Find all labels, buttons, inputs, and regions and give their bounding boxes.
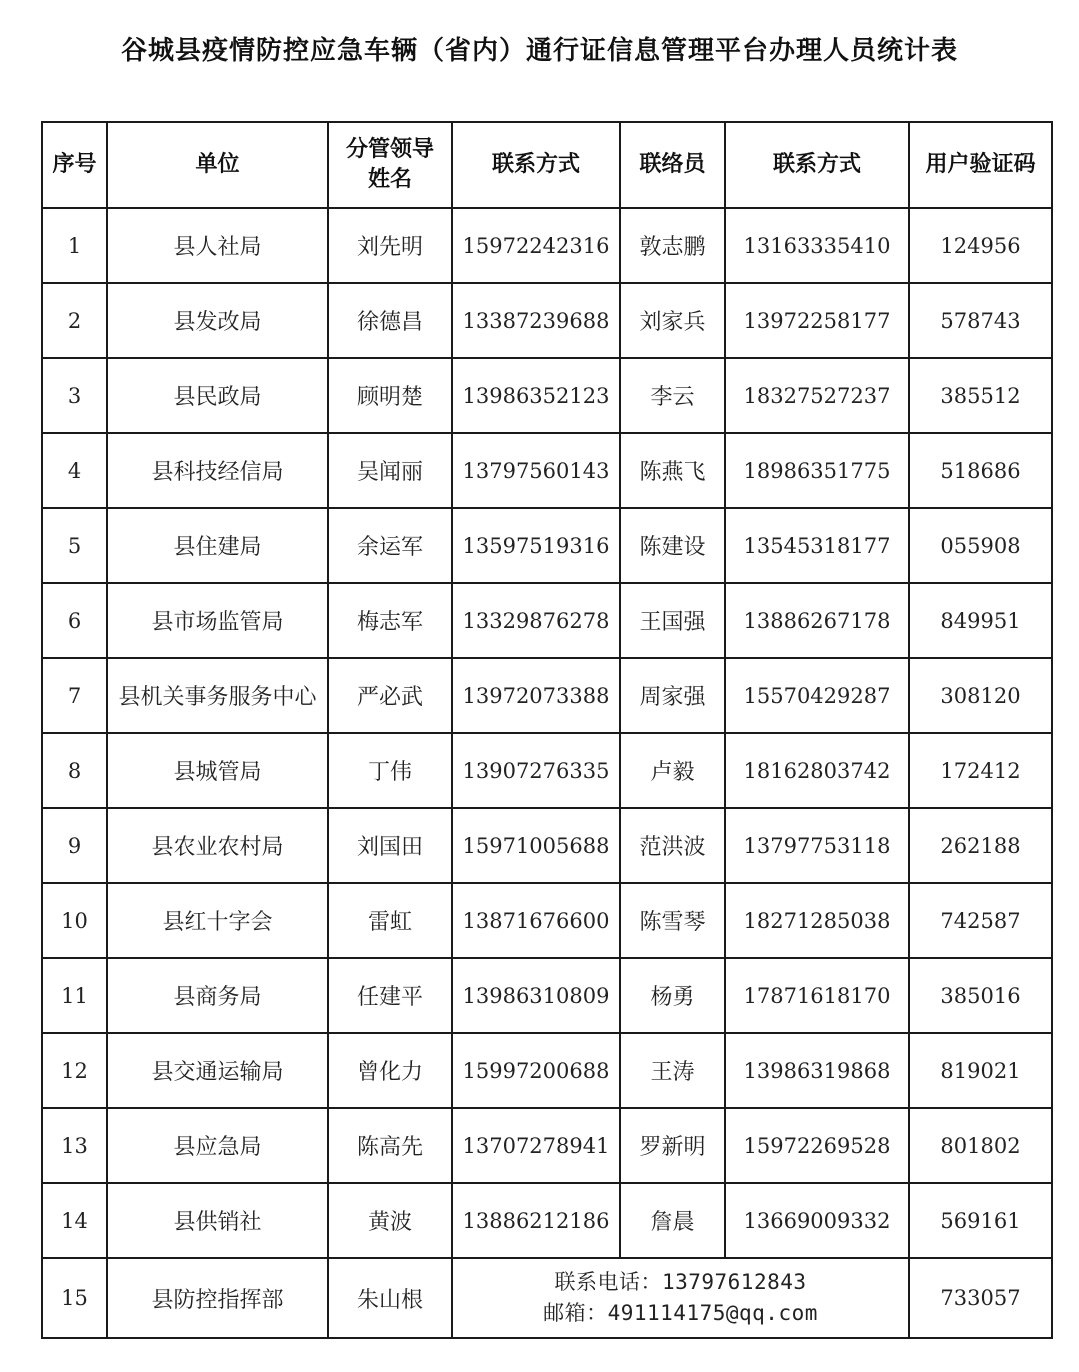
cell-code: 849951 [909,583,1052,658]
cell-leader-phone: 13597519316 [452,508,620,583]
cell-leader-phone: 13886212186 [452,1183,620,1258]
cell-liaison-phone: 18162803742 [725,733,909,808]
cell-leader: 任建平 [328,958,452,1033]
cell-unit: 县科技经信局 [107,433,328,508]
table-row [42,583,1052,658]
cell-unit: 县民政局 [107,358,328,433]
cell-liaison: 罗新明 [620,1108,725,1183]
cell-unit: 县城管局 [107,733,328,808]
cell-liaison-phone: 15570429287 [725,658,909,733]
cell-leader: 雷虹 [328,883,452,958]
cell-code: 262188 [909,808,1052,883]
personnel-table [41,121,1053,1339]
cell-index: 14 [42,1183,107,1258]
cell-leader-phone: 13387239688 [452,283,620,358]
cell-leader-phone: 13871676600 [452,883,620,958]
contact-phone-line: 联系电话：13797612843 [554,1270,807,1294]
cell-index: 5 [42,508,107,583]
cell-unit: 县住建局 [107,508,328,583]
cell-leader-phone: 13986310809 [452,958,620,1033]
cell-liaison: 卢毅 [620,733,725,808]
cell-liaison: 詹晨 [620,1183,725,1258]
cell-liaison-phone: 13797753118 [725,808,909,883]
cell-liaison-phone: 13886267178 [725,583,909,658]
cell-code: 124956 [909,208,1052,283]
header-leader [328,122,452,208]
header-liaison-phone: 联系方式 [725,122,909,208]
cell-liaison-phone: 18271285038 [725,883,909,958]
table-row [42,733,1052,808]
cell-index: 13 [42,1108,107,1183]
table-row [42,658,1052,733]
table-row [42,808,1052,883]
cell-unit: 县交通运输局 [107,1033,328,1108]
table-row [42,283,1052,358]
cell-leader: 曾化力 [328,1033,452,1108]
cell-index: 1 [42,208,107,283]
header-unit: 单位 [107,122,328,208]
cell-liaison-phone: 18986351775 [725,433,909,508]
cell-code: 308120 [909,658,1052,733]
cell-code: 172412 [909,733,1052,808]
table-row [42,958,1052,1033]
cell-index: 3 [42,358,107,433]
cell-index: 11 [42,958,107,1033]
cell-leader: 刘国田 [328,808,452,883]
table-row [42,433,1052,508]
cell-leader-phone: 13797560143 [452,433,620,508]
cell-merged-contact [452,1258,909,1338]
header-index: 序号 [42,122,107,208]
cell-index: 4 [42,433,107,508]
cell-unit: 县市场监管局 [107,583,328,658]
table-row [42,1033,1052,1108]
cell-liaison: 李云 [620,358,725,433]
cell-leader-phone: 13972073388 [452,658,620,733]
cell-code: 819021 [909,1033,1052,1108]
cell-leader: 余运军 [328,508,452,583]
table-row [42,208,1052,283]
cell-liaison: 王涛 [620,1033,725,1108]
cell-liaison-phone: 13545318177 [725,508,909,583]
cell-leader-phone: 15997200688 [452,1033,620,1108]
cell-unit: 县农业农村局 [107,808,328,883]
cell-unit: 县机关事务服务中心 [107,658,328,733]
cell-leader-phone: 13707278941 [452,1108,620,1183]
header-liaison: 联络员 [620,122,725,208]
cell-index: 6 [42,583,107,658]
cell-unit: 县应急局 [107,1108,328,1183]
cell-liaison: 陈燕飞 [620,433,725,508]
cell-index: 8 [42,733,107,808]
table-row [42,1183,1052,1258]
cell-leader-phone: 13986352123 [452,358,620,433]
cell-unit: 县红十字会 [107,883,328,958]
header-code: 用户验证码 [909,122,1052,208]
cell-index: 15 [42,1258,107,1338]
cell-code: 733057 [909,1258,1052,1338]
cell-code: 569161 [909,1183,1052,1258]
cell-leader: 陈高先 [328,1108,452,1183]
cell-leader: 黄波 [328,1183,452,1258]
cell-unit: 县发改局 [107,283,328,358]
cell-leader: 徐德昌 [328,283,452,358]
cell-liaison-phone: 13986319868 [725,1033,909,1108]
cell-code: 742587 [909,883,1052,958]
cell-code: 518686 [909,433,1052,508]
cell-leader-phone: 15971005688 [452,808,620,883]
cell-unit: 县商务局 [107,958,328,1033]
table-row [42,1108,1052,1183]
header-leader-phone: 联系方式 [452,122,620,208]
header-leader-line2: 姓名 [367,167,412,192]
cell-leader: 梅志军 [328,583,452,658]
cell-liaison-phone: 13669009332 [725,1183,909,1258]
cell-code: 385016 [909,958,1052,1033]
cell-code: 578743 [909,283,1052,358]
cell-unit: 县人社局 [107,208,328,283]
cell-liaison-phone: 13163335410 [725,208,909,283]
header-leader-line1: 分管领导 [345,137,434,162]
cell-liaison: 杨勇 [620,958,725,1033]
cell-index: 10 [42,883,107,958]
cell-leader: 朱山根 [328,1258,452,1338]
cell-liaison-phone: 17871618170 [725,958,909,1033]
cell-index: 12 [42,1033,107,1108]
cell-leader: 刘先明 [328,208,452,283]
cell-liaison: 陈雪琴 [620,883,725,958]
cell-liaison-phone: 18327527237 [725,358,909,433]
cell-leader-phone: 15972242316 [452,208,620,283]
table-row-last [42,1258,1052,1338]
cell-leader: 严必武 [328,658,452,733]
cell-liaison: 王国强 [620,583,725,658]
cell-unit: 县供销社 [107,1183,328,1258]
cell-leader: 丁伟 [328,733,452,808]
table-row [42,883,1052,958]
cell-unit: 县防控指挥部 [107,1258,328,1338]
cell-index: 7 [42,658,107,733]
cell-index: 2 [42,283,107,358]
cell-liaison-phone: 13972258177 [725,283,909,358]
cell-index: 9 [42,808,107,883]
cell-leader-phone: 13329876278 [452,583,620,658]
cell-leader: 顾明楚 [328,358,452,433]
contact-email-line: 邮箱：491114175@qq.com [543,1301,818,1325]
cell-liaison: 周家强 [620,658,725,733]
header-row [42,122,1052,208]
table-row [42,358,1052,433]
page-title: 谷城县疫情防控应急车辆（省内）通行证信息管理平台办理人员统计表 [120,36,958,66]
table-row [42,508,1052,583]
cell-code: 055908 [909,508,1052,583]
cell-code: 801802 [909,1108,1052,1183]
cell-leader: 吴闻丽 [328,433,452,508]
cell-liaison: 陈建设 [620,508,725,583]
cell-leader-phone: 13907276335 [452,733,620,808]
cell-liaison-phone: 15972269528 [725,1108,909,1183]
cell-code: 385512 [909,358,1052,433]
cell-liaison: 范洪波 [620,808,725,883]
cell-liaison: 敦志鹏 [620,208,725,283]
cell-liaison: 刘家兵 [620,283,725,358]
